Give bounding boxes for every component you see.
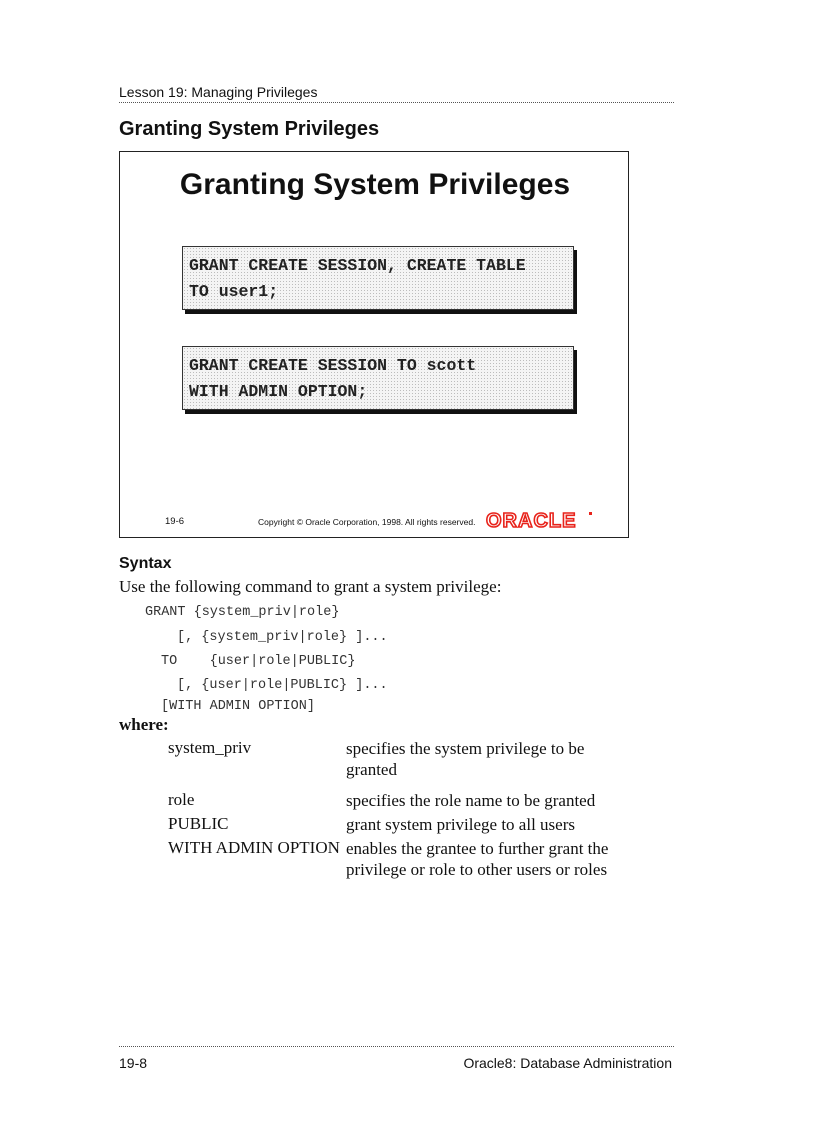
footer-divider xyxy=(119,1046,674,1047)
definition-term: system_priv xyxy=(168,738,252,757)
code-line: GRANT CREATE SESSION, CREATE TABLE xyxy=(189,256,526,275)
slide-number: 19-6 xyxy=(165,516,185,527)
slide-frame xyxy=(119,151,629,538)
definition-description: grant system privilege to all users xyxy=(346,815,575,834)
definition-description: enables the grantee to further grant the privilege or role to other users or roles xyxy=(346,839,609,879)
oracle-logo-mark xyxy=(589,512,592,515)
syntax-line: [, {system_priv|role} ]... xyxy=(177,630,388,645)
syntax-line: [WITH ADMIN OPTION] xyxy=(161,699,315,714)
footer-book-title: Oracle8: Database Administration xyxy=(463,1055,672,1071)
where-label: where: xyxy=(119,715,169,734)
syntax-line: GRANT {system_priv|role} xyxy=(145,605,340,620)
syntax-intro: Use the following command to grant a system privilege: xyxy=(119,577,502,596)
definition-term: WITH ADMIN OPTION xyxy=(168,838,340,857)
slide-copyright: Copyright © Oracle Corporation, 1998. All rights reserved. xyxy=(258,517,476,527)
code-block-1 xyxy=(182,246,574,310)
syntax-line: [, {user|role|PUBLIC} ]... xyxy=(177,678,388,693)
slide-title: Granting System Privileges xyxy=(179,168,571,201)
section-title: Granting System Privileges xyxy=(119,118,380,140)
oracle-logo-text: ORACLE xyxy=(486,510,577,530)
definition-term: role xyxy=(168,790,195,809)
code-line: WITH ADMIN OPTION; xyxy=(189,382,368,401)
code-line: TO user1; xyxy=(189,282,279,301)
running-header: Lesson 19: Managing Privileges xyxy=(119,84,318,100)
code-block-2 xyxy=(182,346,574,410)
syntax-line: TO {user|role|PUBLIC} xyxy=(161,654,356,669)
code-line: GRANT CREATE SESSION TO scott xyxy=(189,356,477,375)
oracle-logo xyxy=(485,510,597,530)
header-divider xyxy=(119,102,674,103)
definition-term: PUBLIC xyxy=(168,814,229,833)
syntax-heading: Syntax xyxy=(119,555,172,572)
definition-description: specifies the system privilege to be granted xyxy=(346,739,585,779)
definition-description: specifies the role name to be granted xyxy=(346,791,596,810)
footer-page-number: 19-8 xyxy=(119,1055,148,1071)
